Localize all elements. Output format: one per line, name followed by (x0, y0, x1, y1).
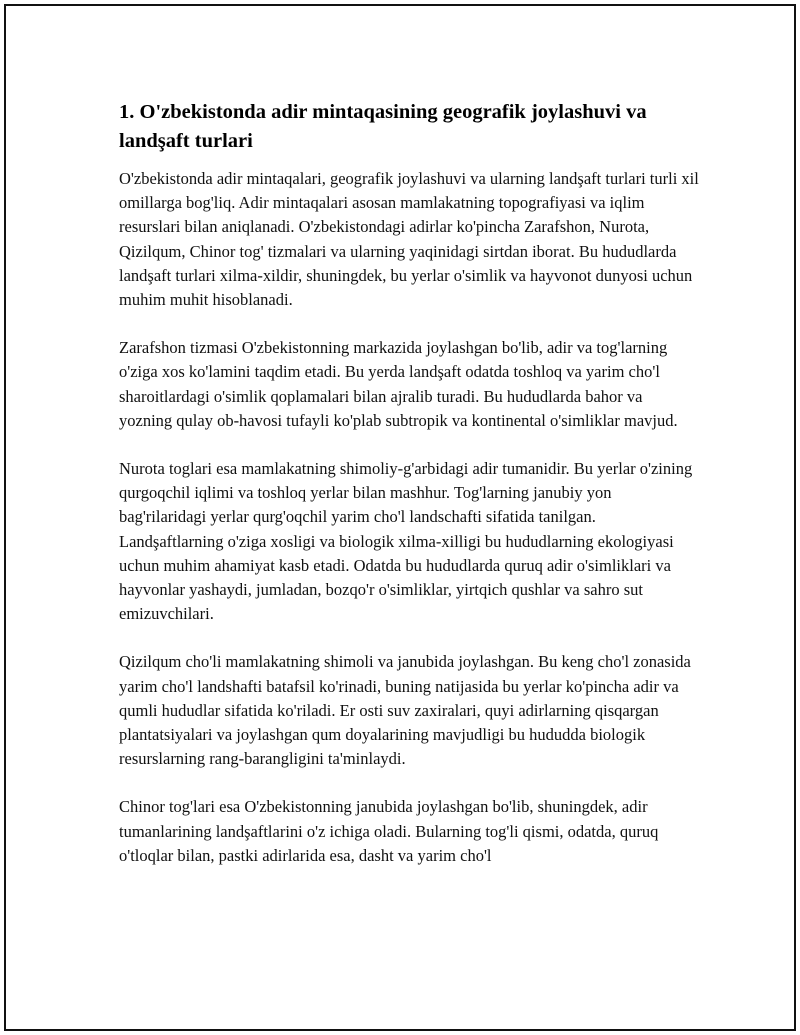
section-heading: 1. O'zbekistonda adir mintaqasining geografik joylashuvi va landşaft turlari (119, 101, 647, 152)
paragraph-qizilqum: Qizilqum cho'li mamlakatning shimoli va janubida joylashgan. Bu keng cho'l zonasida yarim cho'l landshafti batafsil ko'rinadi, buning natijasida bu yerlar ko'pincha adir va qumli hududlar sifatida ko'riladi. Er osti suv zaxiralari, quyi adirlarning qisqargan plantatsiyalari va joylashgan qum doyalarining mavjudligi bu hududda biologik resurslarning rang-barangligini ta'minlaydi. (119, 652, 691, 769)
paragraph-chinor: Chinor tog'lari esa O'zbekistonning janubida joylashgan bo'lib, shuningdek, adir tumanlarining landşaftlarini o'z ichiga oladi. Bularning tog'li qismi, odatda, quruq o'tloqlar bilan, pastki adirlarida esa, dasht va yarim cho'l (119, 797, 659, 865)
paragraph-nurota: Nurota toglari esa mamlakatning shimoliy-g'arbidagi adir tumanidir. Bu yerlar o'zining qurgoqchil iqlimi va toshloq yerlar bilan mashhur. Tog'larning janubiy yon bag'rilaridagi yerlar qurg'oqchil yarim cho'l landschafti sifatida tanilgan. Landşaftlarning o'ziga xosligi va biologik xilma-xilligi bu hududlarning ekologiyasi uchun muhim ahamiyat kasb etadi. Odatda bu hududlarda quruq adir o'simliklari va hayvonlar yashaydi, jumladan, bozqo'r o'simliklar, yirtqich qushlar va sahro sut emizuvchilari. (119, 459, 693, 624)
page-frame (4, 4, 796, 1031)
paragraph-intro: O'zbekistonda adir mintaqalari, geografik joylashuvi va ularning landşaft turlari turli xil omillarga bog'liq. Adir mintaqalari asosan mamlakatning topografiyasi va iqlim resurslari bilan aniqlanadi. O'zbekistondagi adirlar ko'pincha Zarafshon, Nurota, Qizilqum, Chinor tog' tizmalari va ularning yaqinidagi sirtdan iborat. Bu hududlarda landşaft turlari xilma-xildir, shuningdek, bu yerlar o'simlik va hayvonot dunyosi uchun muhim muhit hisoblanadi. (119, 169, 699, 310)
document-body (119, 98, 699, 892)
paragraph-zarafshon: Zarafshon tizmasi O'zbekistonning markazida joylashgan bo'lib, adir va tog'larning o'ziga xos ko'lamini taqdim etadi. Bu yerda landşaft odatda toshloq va yarim cho'l sharoitlardagi o'simlik qoplamalari bilan ajralib turadi. Bu hududlarda bahor va yozning qulay ob-havosi tufayli ko'plab subtropik va kontinental o'simliklar mavjud. (119, 338, 678, 430)
